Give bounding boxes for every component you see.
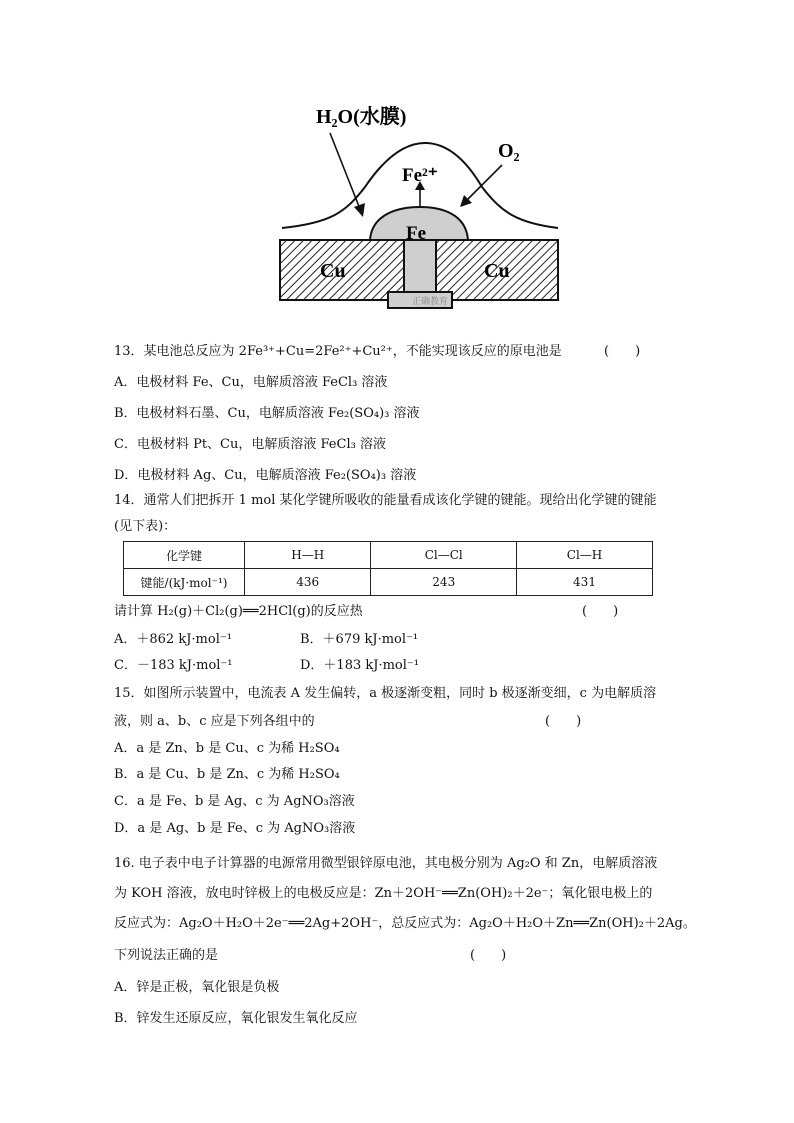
q16-option-b: B．锌发生还原反应，氧化银发生氧化反应 — [114, 1011, 358, 1026]
q13-option-b: B．电极材料石墨、Cu，电解质溶液 Fe₂(SO₄)₃ 溶液 — [114, 406, 420, 421]
q15-option-d: D．a 是 Ag、b 是 Fe、c 为 AgNO₃溶液 — [114, 821, 356, 836]
label-fe: Fe — [406, 223, 427, 244]
q14-question: 请计算 H₂(g)＋Cl₂(g)══2HCl(g)的反应热 — [114, 604, 363, 619]
q15-answer-paren: ( ) — [545, 714, 582, 729]
q15-option-a: A．a 是 Zn、b 是 Cu、c 为稀 H₂SO₄ — [114, 741, 340, 756]
table-cell-energy-label: 键能/(kJ·mol⁻¹) — [124, 569, 245, 596]
table-cell-clh: 431 — [517, 569, 653, 596]
q15-option-b: B．a 是 Cu、b 是 Zn、c 为稀 H₂SO₄ — [114, 767, 340, 782]
table-row — [124, 569, 653, 596]
label-water-film: H₂O(水膜) — [316, 106, 407, 128]
label-fe2: Fe²⁺ — [402, 165, 438, 186]
arrow-water — [330, 133, 360, 209]
label-o2: O₂ — [498, 140, 520, 162]
q13-option-c: C．电极材料 Pt、Cu，电解质溶液 FeCl₃ 溶液 — [114, 437, 386, 452]
corrosion-diagram — [270, 95, 570, 310]
table-row — [124, 542, 653, 569]
label-cu-right: Cu — [484, 260, 510, 282]
q15-option-c: C．a 是 Fe、b 是 Ag、c 为 AgNO₃溶液 — [114, 794, 355, 809]
bond-energy-table — [123, 541, 653, 596]
q14-answer-paren: ( ) — [582, 604, 619, 619]
q13-option-a: A．电极材料 Fe、Cu，电解质溶液 FeCl₃ 溶液 — [114, 375, 388, 390]
q16-line3: 反应式为：Ag₂O＋H₂O＋2e⁻══2Ag+2OH⁻，总反应式为：Ag₂O＋H₂O＋Zn══Zn(OH)₂＋2Ag。 — [114, 916, 696, 931]
q14-option-c: C．－183 kJ·mol⁻¹ — [114, 658, 233, 673]
q14-option-b: B．＋679 kJ·mol⁻¹ — [300, 632, 419, 647]
label-cu-left: Cu — [320, 260, 346, 282]
q13-answer-paren: ( ) — [604, 344, 641, 359]
table-cell-clcl: 243 — [371, 569, 517, 596]
q14-option-a: A．＋862 kJ·mol⁻¹ — [114, 632, 232, 647]
q15-stem-line1: 15．如图所示装置中，电流表 A 发生偏转，a 极逐渐变粗，同时 b 极逐渐变细，c 为电解质溶 — [114, 686, 657, 701]
table-header-bond: 化学键 — [124, 542, 245, 569]
arrow-head-water — [354, 203, 365, 217]
q14-stem-line2: (见下表)： — [114, 519, 177, 534]
q13-stem: 13．某电池总反应为 2Fe³⁺+Cu=2Fe²⁺+Cu²⁺，不能实现该反应的原电池是 — [114, 344, 562, 359]
q16-answer-paren: ( ) — [470, 948, 507, 963]
table-header-hh: H—H — [245, 542, 371, 569]
watermark: 正确教育 — [412, 296, 449, 306]
q16-line2: 为 KOH 溶液，放电时锌极上的电极反应是：Zn＋2OH⁻══Zn(OH)₂＋2e⁻；氧化银电极上的 — [114, 886, 653, 901]
q14-stem-line1: 14．通常人们把拆开 1 mol 某化学键所吸收的能量看成该化学键的键能。现给出化学键的键能 — [114, 493, 657, 508]
q16-line1: 16. 电子表中电子计算器的电源常用微型银锌原电池，其电极分别为 Ag₂O 和 Zn，电解质溶液 — [114, 856, 658, 871]
q14-option-d: D．＋183 kJ·mol⁻¹ — [300, 658, 419, 673]
table-header-clh: Cl—H — [517, 542, 653, 569]
q16-line4: 下列说法正确的是 — [114, 948, 219, 963]
q13-option-d: D．电极材料 Ag、Cu，电解质溶液 Fe₂(SO₄)₃ 溶液 — [114, 468, 417, 483]
table-cell-hh: 436 — [245, 569, 371, 596]
table-header-clcl: Cl—Cl — [371, 542, 517, 569]
q15-stem-line2: 液，则 a、b、c 应是下列各组中的 — [114, 714, 315, 729]
q16-option-a: A．锌是正极，氧化银是负极 — [114, 980, 280, 995]
